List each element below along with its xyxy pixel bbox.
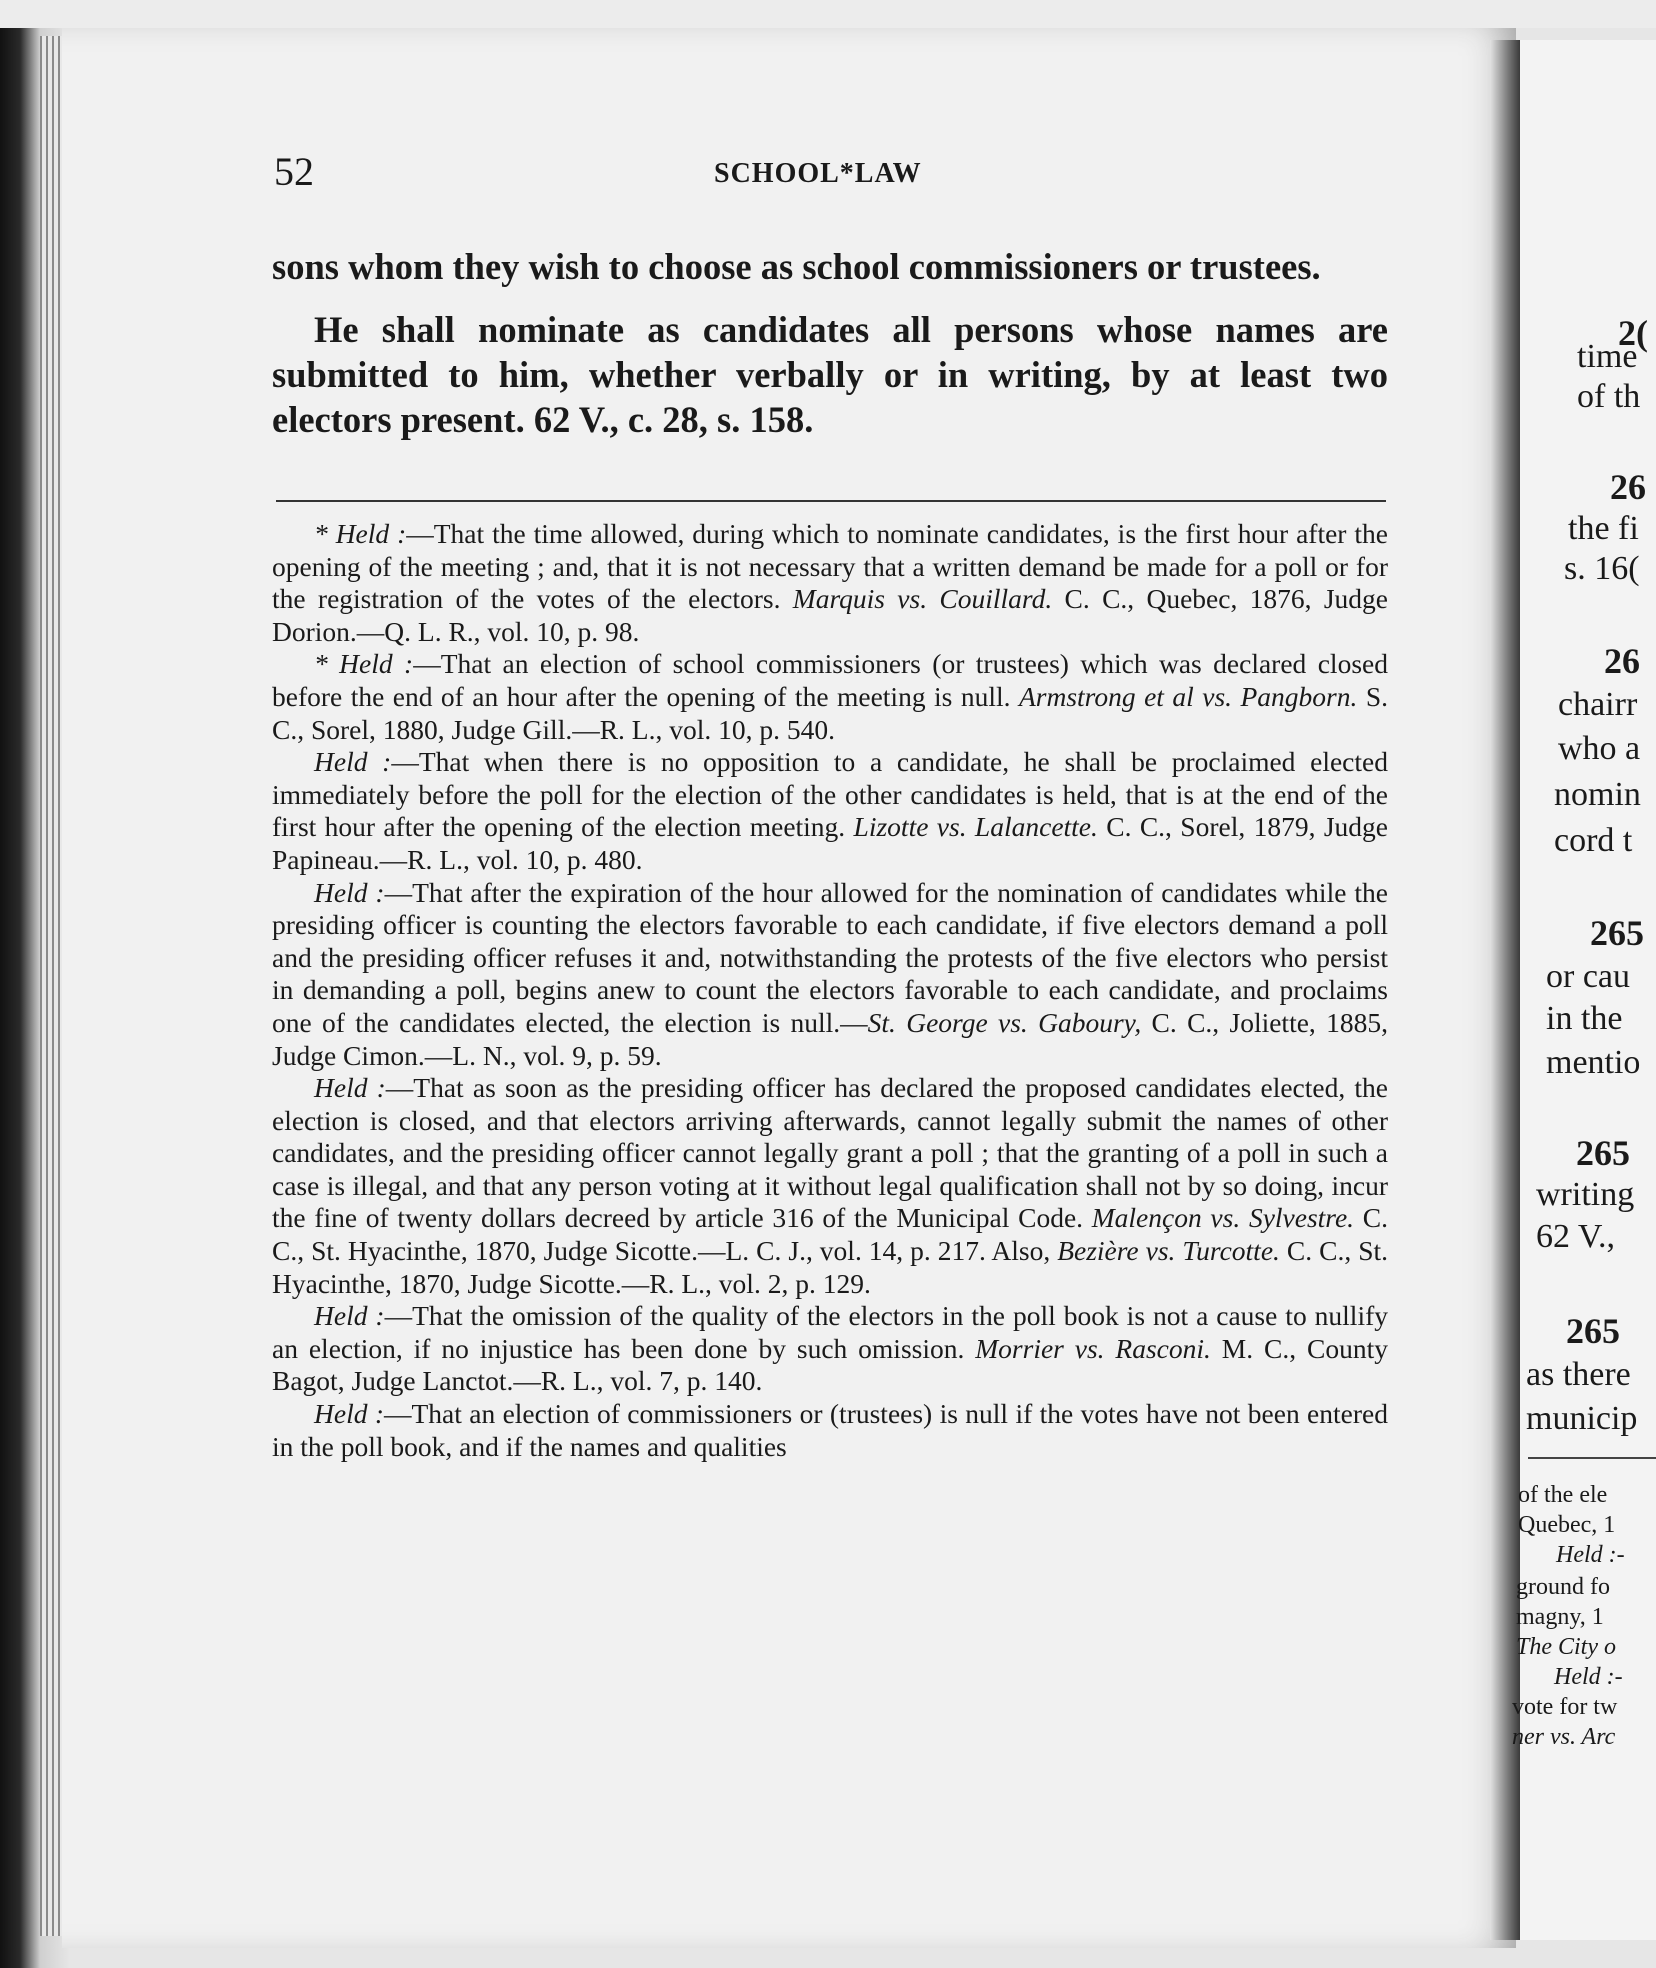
right-page-footnote-line: Held :- (1554, 1664, 1623, 1690)
footnote (272, 1300, 1388, 1398)
footnote (272, 1072, 1388, 1300)
right-page-line: mentio (1546, 1044, 1641, 1081)
right-page-line: in the (1546, 1000, 1623, 1037)
right-page-line: chairr (1558, 686, 1638, 723)
case-name: Malençon vs. Sylvestre. (1091, 1202, 1355, 1234)
right-page-line: nomin (1554, 776, 1641, 813)
footnote (272, 746, 1388, 876)
footnote-text: —That when there is no opposition to a candidate, he shall be proclaimed elected immediately before the poll for the election of the other candidates is held, that is at the end of the first hour after the opening of the election meeting. (272, 746, 1388, 843)
right-page-section-number: 265 (1566, 1311, 1620, 1351)
right-page-section-number: 265 (1590, 913, 1644, 953)
case-name: Armstrong et al vs. Pangborn. (1018, 680, 1358, 712)
case-name: St. George vs. Gaboury, (867, 1006, 1142, 1038)
right-page-line: s. 16( (1564, 550, 1640, 587)
right-page-line: of th (1577, 378, 1641, 415)
citation: C. C., Joliette, 1885, Judge Cimon.—L. N., vol. 9, p. 59. (272, 1006, 1388, 1071)
right-page-footnote-line: Quebec, 1 (1518, 1512, 1616, 1538)
right-page-line: as there (1526, 1356, 1631, 1393)
scan-top-strip (0, 0, 1656, 28)
right-page-line: the fi (1568, 510, 1639, 547)
footnote-lead: * Held : (314, 648, 414, 680)
running-head: SCHOOL*LAW (714, 158, 922, 189)
citation: C. C., St. Hyacinthe, 1870, Judge Sicotte.—L. C. J., vol. 14, p. 217. Also, (272, 1202, 1389, 1267)
right-page-footnote-line: ground fo (1516, 1574, 1610, 1600)
right-page-section-number: 26 (1604, 641, 1640, 681)
right-page-footnote-line: The City o (1516, 1634, 1616, 1660)
citation: S. C., Sorel, 1880, Judge Gill.—R. L., vol. 10, p. 540. (272, 680, 1388, 745)
footnote (272, 648, 1388, 746)
right-page-line: or cau (1546, 958, 1631, 995)
right-page-section-number: 265 (1576, 1133, 1630, 1173)
right-page-footnote-line: of the ele (1518, 1482, 1608, 1508)
body-paragraph: He shall nominate as candidates all persons whose names are submitted to him, whether verbally or in writing, by at least two electors present. 62 V., c. 28, s. 158. (272, 309, 1388, 440)
case-name: Bezière vs. Turcotte. (1057, 1235, 1280, 1267)
footnote (272, 518, 1388, 648)
footnote-text: —That the time allowed, during which to nominate candidates, is the first hour after the opening of the meeting ; and, that it is not necessary that a written demand be made for a poll or for the registration of the votes of the electors. (272, 518, 1388, 615)
right-page-footnote-line: magny, 1 (1516, 1604, 1604, 1630)
footnote-lead: Held : (314, 746, 392, 778)
right-page-line: writing (1536, 1176, 1635, 1213)
right-page-footnote-line: ner vs. Arc (1512, 1724, 1616, 1750)
right-page-section-number: 26 (1610, 467, 1646, 507)
footnote-lead: * Held : (314, 518, 407, 549)
right-page-line: 62 V., (1536, 1218, 1616, 1255)
case-name: Marquis vs. Couillard. (792, 583, 1053, 615)
footnote-lead: Held : (314, 1398, 384, 1430)
footnote-lead: Held : (314, 1072, 386, 1104)
right-page-footnote-line: Held :- (1556, 1542, 1625, 1568)
footnote-text: —That after the expiration of the hour allowed for the nomination of candidates while the presiding officer is counting the electors favorable to each candidate, if five electors demand a poll and the presiding officer refuses it and, notwithstanding the protests of the five electors who persist in demanding a poll, begins anew to count the electors favorable to each candidate, and proclaims one of the candidates elected, the election is null.— (272, 876, 1388, 1038)
right-page-footnote-line: vote for tw (1512, 1694, 1618, 1720)
footnote-rule (276, 500, 1386, 502)
footnote-text: —That an election of commissioners or (trustees) is null if the votes have not been entered in the poll book, and if the names and qualities (272, 1398, 1388, 1462)
citation: C. C., St. Hyacinthe, 1870, Judge Sicotte.—R. L., vol. 2, p. 129. (272, 1235, 1388, 1299)
footnote (272, 877, 1388, 1073)
footnote-text: —That the omission of the quality of the electors in the poll book is not a cause to nullify an election, if no injustice has been done by such omission. (272, 1300, 1388, 1364)
citation: C. C., Sorel, 1879, Judge Papineau.—R. L., vol. 10, p. 480. (272, 811, 1388, 875)
right-page-line: cord t (1554, 822, 1633, 859)
right-page-line: time (1577, 338, 1638, 375)
case-name: Lizotte vs. Lalancette. (853, 811, 1098, 843)
footnote (272, 1398, 1388, 1463)
body-paragraph: sons whom they wish to choose as school commissioners or trustees. (272, 246, 1321, 287)
footnotes (272, 518, 1388, 1463)
case-name: Morrier vs. Rasconi. (975, 1332, 1211, 1364)
right-page-footnote-rule (1528, 1457, 1656, 1459)
right-page-line: municip (1526, 1400, 1638, 1437)
right-page-section-number: 2( (1618, 313, 1648, 353)
citation: M. C., County Bagot, Judge Lanctot.—R. L., vol. 7, p. 140. (272, 1332, 1388, 1397)
footnote-lead: Held : (314, 876, 385, 908)
body-text (272, 244, 1388, 460)
footnote-text: —That as soon as the presiding officer has declared the proposed candidates elected, the election is closed, and that electors arriving afterwards, cannot legally submit the names of other candidates, and the presiding officer cannot legally grant a poll ; that the granting of a poll in such a case is illegal, and that any person voting at it without legal qualification shall not by so doing, incur the fine of twenty dollars decreed by article 316 of the Municipal Code. (272, 1072, 1388, 1234)
citation: C. C., Quebec, 1876, Judge Dorion.—Q. L. R., vol. 10, p. 98. (272, 583, 1388, 647)
right-page-line: who a (1558, 730, 1641, 767)
footnote-text: —That an election of school commissioners (or trustees) which was declared closed before the end of an hour after the opening of the meeting is null. (272, 648, 1388, 712)
page-number: 52 (274, 149, 314, 194)
footnote-lead: Held : (314, 1300, 385, 1332)
